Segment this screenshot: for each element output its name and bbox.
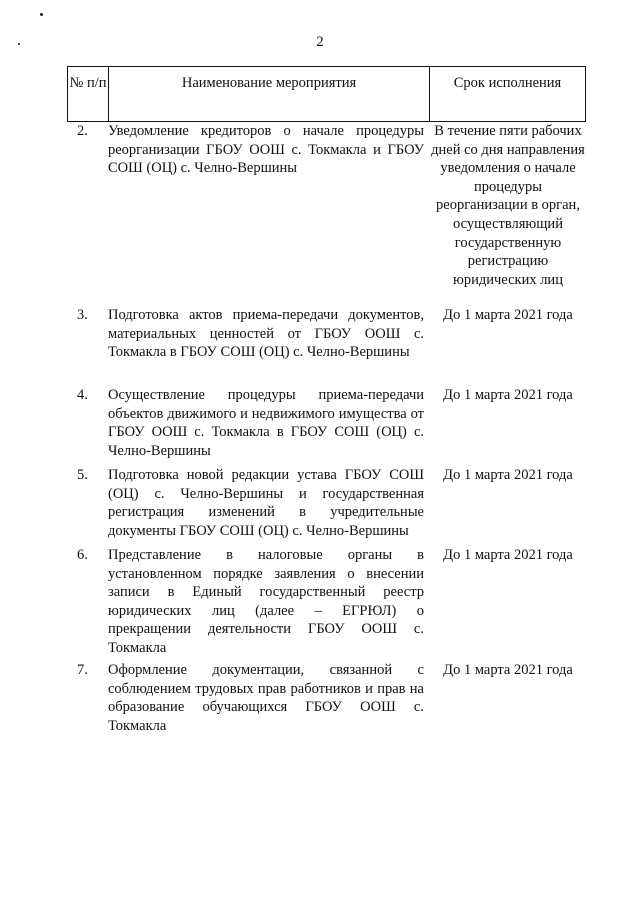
header-num: № п/п	[68, 67, 109, 122]
row-number: 6.	[77, 547, 88, 563]
row-deadline: В течение пяти рабочих дней со дня направления уведомления о начале процедуры реорганизации в орган, осуществляющий государственную регистрацию юридических лиц	[431, 123, 585, 288]
row-deadline: До 1 марта 2021 года	[443, 662, 573, 678]
row-number: 3.	[77, 307, 88, 323]
row-number: 5.	[77, 467, 88, 483]
row-deadline: До 1 марта 2021 года	[443, 307, 573, 323]
row-description: Уведомление кредиторов о начале процедуры реорганизации ГБОУ ООШ с. Токмакла и ГБОУ СОШ (ОЦ) с. Челно-Вершины	[108, 123, 424, 177]
row-number: 2.	[77, 123, 88, 139]
row-deadline: До 1 марта 2021 года	[443, 467, 573, 483]
row-deadline: До 1 марта 2021 года	[443, 547, 573, 563]
row-number: 7.	[77, 662, 88, 678]
table-header	[67, 66, 586, 122]
scan-speck	[40, 13, 43, 16]
row-description: Подготовка новой редакции устава ГБОУ СОШ (ОЦ) с. Челно-Вершины и государственная регистрация изменений в учредительные документы ГБОУ СОШ (ОЦ) с. Челно-Вершины	[108, 467, 424, 539]
row-description: Подготовка актов приема-передачи документов, материальных ценностей от ГБОУ ООШ с. Токмакла в ГБОУ СОШ (ОЦ) с. Челно-Вершины	[108, 307, 424, 361]
row-deadline: До 1 марта 2021 года	[443, 387, 573, 403]
page-number: 2	[316, 34, 324, 50]
row-description: Представление в налоговые органы в установленном порядке заявления о внесении записи в Единый государственный реестр юридических лиц (далее – ЕГРЮЛ) о прекращении деятельности ГБОУ ООШ с. Токмакла	[108, 547, 424, 656]
row-description: Оформление документации, связанной с соблюдением трудовых прав работников и прав на образование обучающихся ГБОУ ООШ с. Токмакла	[108, 662, 424, 734]
row-number: 4.	[77, 387, 88, 403]
header-name: Наименование мероприятия	[109, 67, 430, 122]
header-deadline: Срок исполнения	[430, 67, 586, 122]
row-description: Осуществление процедуры приема-передачи объектов движимого и недвижимого имущества от ГБОУ ООШ с. Токмакла в ГБОУ СОШ (ОЦ) с. Челно-Вершины	[108, 387, 424, 459]
